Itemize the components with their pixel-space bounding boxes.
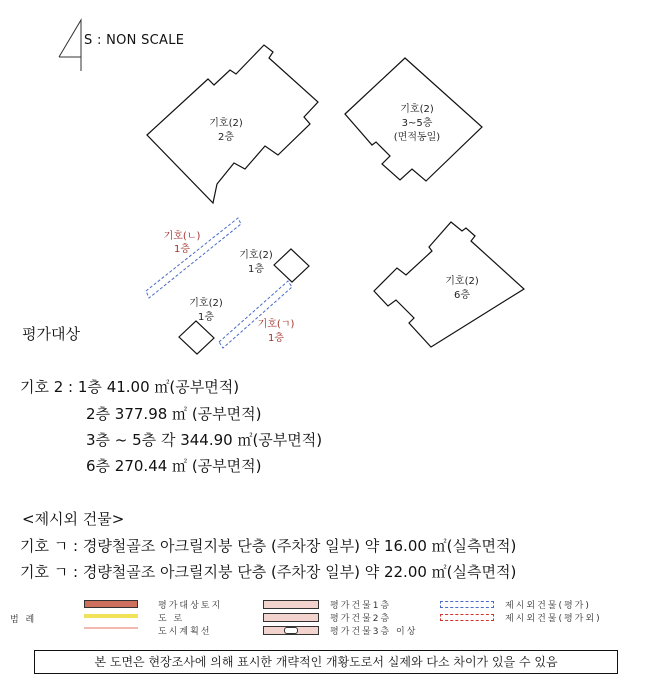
building-1f-outline [274,249,309,282]
legend-label: 평가대상토지 [158,601,223,611]
building-label-line: 1층 [197,312,215,323]
legend-label: 평가건물2층 [330,614,392,624]
building-label [189,296,223,323]
building-label-line: 1층 [247,264,265,275]
building-label-line: 1층 [173,244,191,255]
building-label [209,116,243,143]
area-row: 2층 377.98 ㎡ (공부면적) [86,405,262,423]
legend-swatch-outside-eval [440,601,494,608]
disclaimer-text: 본 도면은 현장조사에 의해 표시한 개략적인 개황도로서 실제와 다소 차이가 있을 수 있음 [94,655,558,669]
legend-swatch-planline [84,627,138,629]
area-row [20,380,239,395]
legend-label: 평가건물3층 이상 [330,627,418,637]
area-value: 1층 41.00 ㎡(공부면적) [77,378,240,396]
building-label-line: 기호(2) [445,276,479,287]
legend-title: 범 례 [10,615,37,625]
building-label-line: 1층 [267,333,285,344]
building-label-line: 기호(ㄱ) [257,319,295,330]
legend-label: 도 로 [158,614,185,624]
outside-row: 기호 ㄱ : 경량철골조 아크릴지붕 단층 (주차장 일부) 약 22.00 ㎡(실측면적) [20,563,517,581]
legend-label: 제시외건물(평가) [505,601,591,611]
legend-swatch-bldg2 [263,613,319,622]
building-label-line: 2층 [217,132,235,143]
building-label [445,274,479,301]
legend-swatch-land [84,600,138,608]
building-label-line: 기호(ㄴ) [163,231,201,242]
building-label-line: (면적동일) [393,132,441,143]
legend-swatch-bldg1 [263,600,319,609]
building-label-line: 기호(2) [209,118,243,129]
north-arrow-icon [59,20,81,71]
building-label-line: 6층 [453,290,471,301]
building-label-line: 기호(2) [400,104,434,115]
legend-swatch-road [84,614,138,618]
legend-label: 제시외건물(평가외) [505,614,602,624]
legend-label: 도시계획선 [158,627,212,637]
legend-label: 평가건물1층 [330,601,392,611]
building-label [258,317,295,344]
outside-row: 기호 ㄱ : 경량철골조 아크릴지붕 단층 (주차장 일부) 약 16.00 ㎡(실측면적) [20,537,517,555]
legend-swatch-bldg3 [263,626,319,635]
outside-title: <제시외 건물> [22,510,125,528]
building-label [394,102,441,143]
scale-label: S : NON SCALE [84,33,185,48]
area-lead: 기호 2 : [20,378,78,396]
legend-swatch-outside-noneval [440,614,494,621]
area-row: 3층 ~ 5층 각 344.90 ㎡(공부면적) [86,431,323,449]
disclaimer-box [34,650,618,674]
section-title: 평가대상 [22,325,80,343]
building-label [164,229,201,255]
building-1f-outline [179,321,214,354]
building-label-line: 기호(2) [189,298,223,309]
legend-swatch-mark [284,627,298,634]
building-label-line: 기호(2) [239,250,273,261]
building-label-line: 3~5층 [401,118,433,129]
area-row: 6층 270.44 ㎡ (공부면적) [86,457,262,475]
building-label [239,248,273,275]
outside-building-n-outline [146,218,241,298]
